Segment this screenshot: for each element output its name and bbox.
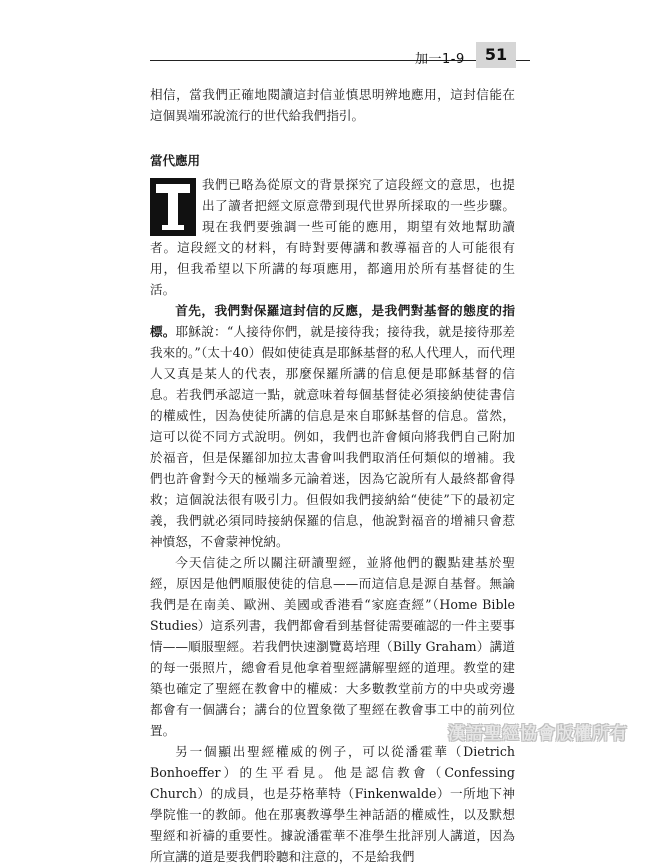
bible-study-paragraph: 今天信徒之所以關注研讀聖經，並將他們的觀點建基於聖經，原因是他們順服使徒的信息——而這信息是源自基督。無論我們是在南美、歐洲、美國或香港看“家庭查經”（Home Bible Studies）這系列書，我們都會看到基督徒需要確認的一件主要事情——順服聖經。若我們快速瀏覽葛培理（Billy Graham）講道的每一張照片，總會看見他拿着聖經講解聖經的道理。教堂的建築也確定了聖經在教會中的權威：大多數教堂前方的中央或旁邊都會有一個講台；講台的位置象徵了聖經在教會事工中的前列位置。: [150, 555, 515, 738]
intro-text: 我們已略為從原文的背景探究了這段經文的意思，也提出了讀者把經文原意帶到現代世界所採取的一些步驟。現在我們要強調一些可能的應用，期望有效地幫助讀者。這段經文的材料，有時對要傳講和教導福音的人可能很有用，但我希望以下所講的每項應用，都適用於所有基督徒的生活。: [150, 177, 515, 297]
section-label: 加一1-9: [415, 52, 465, 67]
first-application-text: 耶穌說：“人接待你們，就是接待我；接待我，就是接待那差我來的。”（太十40）假如使徒真是耶穌基督的私人代理人，而代理人又真是某人的代表，那麼保羅所講的信息便是耶穌基督的信息。若我們承認這一點，就意味着每個基督徒必須接納使徒書信的權威性，因為使徒所講的信息是來自耶穌基督的信息。當然，這可以從不同方式說明。例如，我們也許會傾向將我們自己附加於福音，但是保羅卻加拉太書會叫我們取消任何類似的增補。我們也許會對今天的極端多元論着迷，因為它說所有人最終都會得救；這個說法很有吸引力。但假如我們接納給“使徒”下的最初定義，我們就必須同時接納保羅的信息，他說對福音的增補只會惹神憤怒，不會蒙神悅納。: [150, 324, 515, 549]
copyright-watermark: 漢語聖經協會版權所有: [448, 724, 628, 744]
drop-cap-ornament-icon: [150, 178, 196, 236]
header-rule: [150, 60, 530, 61]
opening-paragraph: 相信，當我們正確地閱讀這封信並慎思明辨地應用，這封信能在這個異端邪說流行的世代給我們指引。: [150, 87, 515, 123]
intro-paragraph: [150, 174, 515, 300]
section-heading: 當代應用: [150, 153, 201, 168]
page-number: 51: [476, 42, 516, 68]
first-application-paragraph: [150, 300, 515, 552]
running-header: [0, 42, 650, 72]
bonhoeffer-paragraph: 另一個顯出聖經權威的例子，可以從潘霍華（Dietrich Bonhoeffer）的生平看見。他是認信教會（Confessing Church）的成員，也是芬格華特（Finkenwalde）一所地下神學院惟一的教師。他在那裏教導學生神話語的權威性，以及默想聖經和祈禱的重要性。據說潘霍華不准學生批評別人講道，因為所宣講的道是要我們聆聽和注意的，不是給我們: [150, 744, 515, 864]
first-application-heading: 首先，我們對保羅這封信的反應，是我們對基督的態度的指標。: [150, 303, 515, 339]
